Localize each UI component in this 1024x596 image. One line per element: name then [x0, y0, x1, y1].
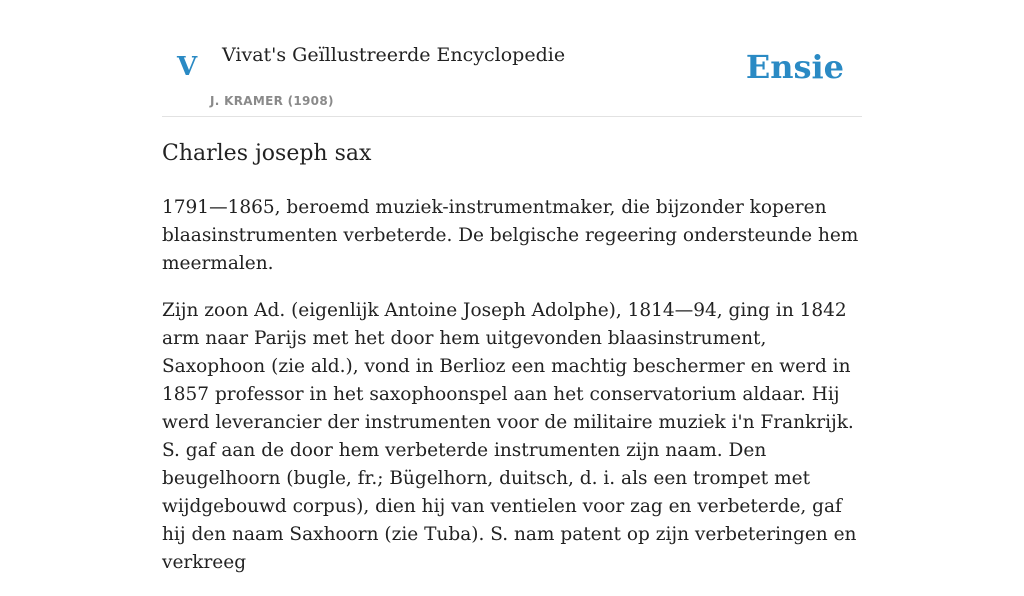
entry-paragraph-1: 1791—1865, beroemd muziek-instrumentmaker, die bijzonder koperen blaasinstrumenten verbeterde. De belgische regeering ondersteunde hem meermalen. — [162, 197, 859, 274]
source-logo[interactable]: V — [177, 52, 198, 82]
source-author: J. KRAMER (1908) — [210, 94, 334, 108]
source-title[interactable]: Vivat's Geïllustreerde Encyclopedie — [222, 44, 566, 66]
entry-title: Charles joseph sax — [162, 141, 372, 166]
brand-logo-link[interactable]: Ensie — [745, 48, 844, 86]
entry-content — [162, 138, 862, 596]
entry-paragraph-2: Zijn zoon Ad. (eigenlijk Antoine Joseph Adolphe), 1814—94, ging in 1842 arm naar Parijs met het door hem uitgevonden blaasinstrument, Saxophoon (zie ald.), vond in Berlioz een machtig beschermer en werd in 1857 professor in het saxophoonspel aan het conservatorium aldaar. Hij werd leverancier der instrumenten voor de militaire muziek i'n Frankrijk. S. gaf aan de door hem verbeterde instrumenten zijn naam. Den beugelhoorn (bugle, fr.; Bügelhorn, duitsch, d. i. als een trompet met wijdgebouwd corpus), dien hij van ventielen voor zag en verbeterde, gaf hij den naam Saxhoorn (zie Tuba). S. nam patent op zijn verbeteringen en verkreeg — [162, 300, 857, 573]
page-header — [162, 0, 862, 117]
